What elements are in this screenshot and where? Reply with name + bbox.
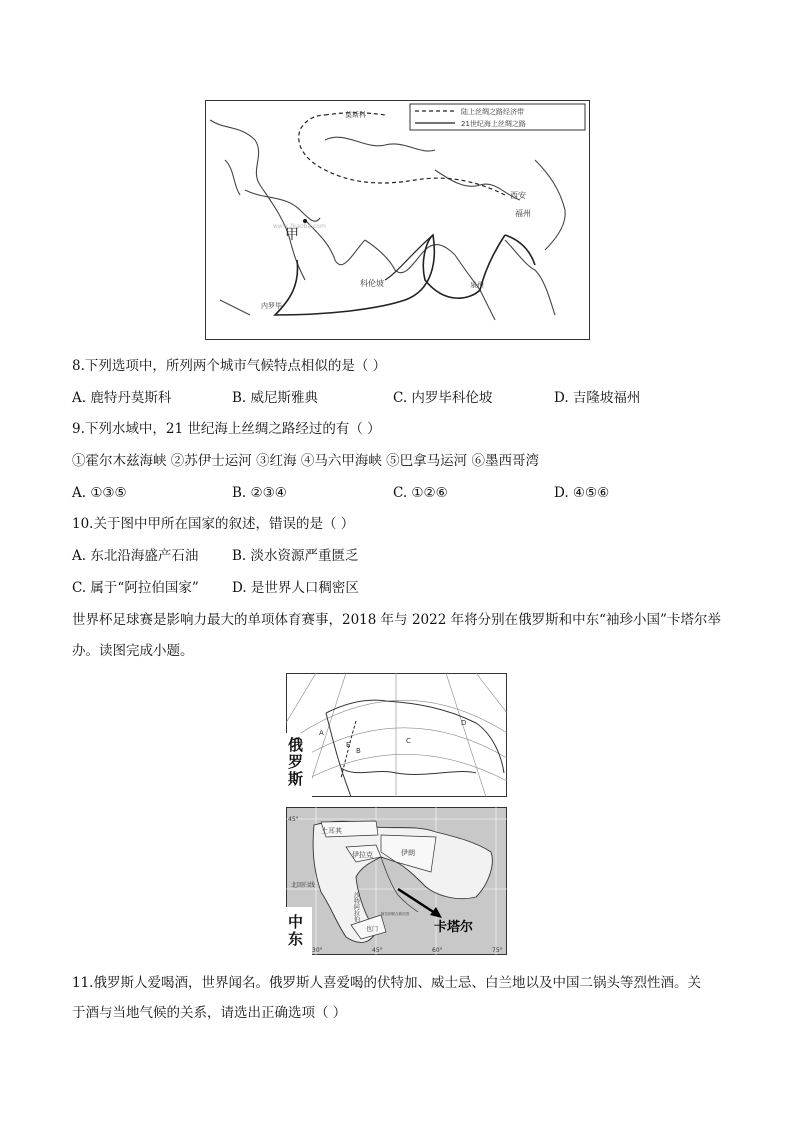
q9-items: ①霍尔木兹海峡 ②苏伊士运河 ③红海 ④马六甲海峡 ⑤巴拿马运河 ⑥墨西哥湾 [72, 453, 539, 469]
label-lon-75: 75° [492, 947, 503, 954]
label-quanzhou: 泉州 [470, 281, 484, 289]
russia-point-b: B [356, 747, 361, 755]
label-fuzhou: 福州 [515, 209, 531, 218]
q11-line-2: 于酒与当地气候的关系，请选出正确选项（ ） [72, 1005, 347, 1021]
middle-east-title: 中东 [288, 913, 304, 948]
middle-east-map [286, 807, 507, 955]
label-iraq: 伊拉克 [352, 851, 373, 859]
q8-option-d[interactable]: D. 吉隆坡福州 [554, 390, 641, 406]
label-uae: 阿拉伯联合酋长国 [381, 912, 409, 916]
q10-option-c[interactable]: C. 属于“阿拉伯国家” [72, 580, 199, 596]
q9-stem: 9.下列水域中，21 世纪海上丝绸之路经过的有（ ） [72, 421, 381, 437]
q10-option-b[interactable]: B. 淡水资源严重匮乏 [232, 548, 359, 564]
label-nairobi: 内罗毕 [261, 302, 282, 310]
q8-option-c[interactable]: C. 内罗毕科伦坡 [393, 390, 493, 406]
q9-option-d[interactable]: D. ④⑤⑥ [554, 485, 610, 501]
q10-option-d[interactable]: D. 是世界人口稠密区 [232, 580, 359, 596]
legend-sea: 21世纪海上丝绸之路 [461, 120, 526, 128]
silk-road-map [205, 100, 590, 340]
label-saudi: 沙特阿拉伯 [352, 892, 360, 922]
russia-map [286, 673, 507, 797]
russia-point-e: E [346, 741, 351, 749]
label-moscow: 莫斯科 [345, 111, 366, 119]
intro-line-2: 办。读图完成小题。 [72, 643, 194, 659]
q9-option-c[interactable]: C. ①②⑥ [393, 485, 448, 501]
label-lon-45: 45° [372, 947, 383, 954]
label-turkey: 土耳其 [321, 827, 342, 835]
label-qatar: 卡塔尔 [434, 920, 474, 935]
label-xian: 西安 [510, 191, 526, 200]
q10-stem: 10.关于图中甲所在国家的叙述，错误的是（ ） [72, 516, 355, 532]
watermark: www.2kaoba.com [273, 223, 326, 230]
q9-option-a[interactable]: A. ①③⑤ [72, 485, 127, 501]
russia-title: 俄罗斯 [288, 736, 304, 788]
russia-point-a: A [319, 729, 324, 737]
intro-line-1: 世界杯足球赛是影响力最大的单项体育赛事，2018 年与 2022 年将分别在俄罗斯和中东“袖珍小国”卡塔尔举 [72, 612, 721, 628]
label-lon-30: 30° [312, 947, 323, 954]
label-jia: 甲 [285, 227, 299, 243]
label-lat: 45° [288, 816, 299, 823]
legend-land: 陆上丝绸之路经济带 [461, 108, 524, 116]
q8-option-b[interactable]: B. 威尼斯雅典 [232, 390, 319, 406]
label-yemen: 也门 [366, 926, 379, 933]
label-iran: 伊朗 [401, 849, 415, 857]
label-tropic: 北回归线 [291, 882, 316, 889]
label-lon-60: 60° [432, 947, 443, 954]
russia-point-d: D [461, 719, 467, 727]
q9-option-b[interactable]: B. ②③④ [232, 485, 287, 501]
russia-point-c: C [406, 737, 411, 745]
q8-stem: 8.下列选项中，所列两个城市气候特点相似的是（ ） [72, 358, 387, 374]
label-colombo: 科伦坡 [360, 279, 384, 288]
q11-line-1: 11.俄罗斯人爱喝酒，世界闻名。俄罗斯人喜爱喝的伏特加、威士忌、白兰地以及中国二锅头等烈性酒。关 [72, 975, 701, 991]
q8-option-a[interactable]: A. 鹿特丹莫斯科 [72, 390, 172, 406]
q10-option-a[interactable]: A. 东北沿海盛产石油 [72, 548, 199, 564]
